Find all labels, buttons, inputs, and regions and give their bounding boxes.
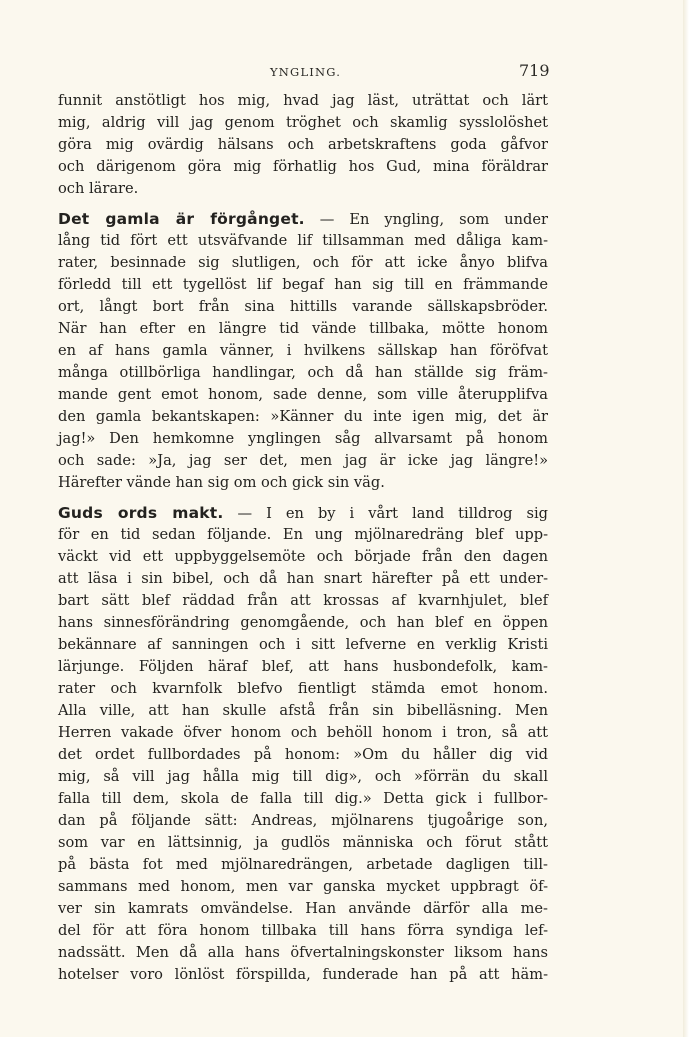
text-line: på bästa fot med mjölnaredrängen, arbetade dagligen till- xyxy=(58,856,548,873)
running-title: YNGLING. xyxy=(270,65,342,79)
text-line: och lärare. xyxy=(58,180,139,197)
text-line: som var en lättsinnig, ja gudlös människa och förut stått xyxy=(58,834,548,851)
text-line: dan på följande sätt: Andreas, mjölnarens tjugoårige son, xyxy=(58,812,548,829)
text-line: mande gent emot honom, sade denne, som ville återupplifva xyxy=(58,386,548,403)
text-line: funnit anstötligt hos mig, hvad jag läst, uträttat och lärt xyxy=(58,92,548,109)
section-heading: Guds ords makt. xyxy=(58,504,224,522)
text-line: och sade: »Ja, jag ser det, men jag är icke jag längre!» xyxy=(58,452,548,469)
text-line: många otillbörliga handlingar, och då han ställde sig främ- xyxy=(58,364,548,381)
text-line: göra mig ovärdig hälsans och arbetskraftens goda gåfvor xyxy=(58,136,548,153)
text-line: lärjunge. Följden häraf blef, att hans husbondefolk, kam- xyxy=(58,658,548,675)
text-line: rater, besinnade sig slutligen, och för att icke ånyo blifva xyxy=(58,254,548,271)
text-line: ver sin kamrats omvändelse. Han använde därför alla me- xyxy=(58,900,548,917)
text-line: Härefter vände han sig om och gick sin väg. xyxy=(58,474,385,491)
text-line: väckt vid ett uppbyggelsemöte och började från den dagen xyxy=(58,548,548,565)
text-line: den gamla bekantskapen: »Känner du inte igen mig, det är xyxy=(58,408,548,425)
section-heading: Det gamla är förgånget. xyxy=(58,210,305,228)
text-line: rater och kvarnfolk blefvo fientligt stämda emot honom. xyxy=(58,680,548,697)
text-line: sammans med honom, men var ganska mycket uppbragt öf- xyxy=(58,878,548,895)
text-line: att läsa i sin bibel, och då han snart härefter på ett under- xyxy=(58,570,548,587)
text-line: bekännare af sanningen och i sitt lefverne en verklig Kristi xyxy=(58,636,548,653)
body-text xyxy=(58,90,548,986)
text-line: för en tid sedan följande. En ung mjölnaredräng blef upp- xyxy=(58,526,548,543)
text-line: När han efter en längre tid vände tillbaka, mötte honom xyxy=(58,320,548,337)
running-head xyxy=(0,61,689,81)
text-line: falla till dem, skola de falla till dig.» Detta gick i fullbor- xyxy=(58,790,548,807)
text-line: hotelser voro lönlöst förspillda, funderade han på att häm- xyxy=(58,966,548,983)
text-line: lång tid fört ett utsväfvande lif tillsamman med dåliga kam- xyxy=(58,232,548,249)
section-first-line xyxy=(58,502,548,524)
text-line: det ordet fullbordades på honom: »Om du håller dig vid xyxy=(58,746,548,763)
text-line: hans sinnesförändring genomgående, och han blef en öppen xyxy=(58,614,548,631)
text-line: Herren vakade öfver honom och behöll honom i tron, så att xyxy=(58,724,548,741)
text-run: — I en by i vårt land tilldrog sig xyxy=(237,505,549,522)
text-line: en af hans gamla vänner, i hvilkens sällskap han föröfvat xyxy=(58,342,548,359)
text-line: mig, aldrig vill jag genom tröghet och skamlig sysslolöshet xyxy=(58,114,548,131)
text-line: förledd till ett tygellöst lif begaf han sig till en främmande xyxy=(58,276,548,293)
page-number: 719 xyxy=(519,61,550,80)
text-line: nadssätt. Men då alla hans öfvertalningskonster liksom hans xyxy=(58,944,548,961)
text-line: och därigenom göra mig förhatlig hos Gud, mina föräldrar xyxy=(58,158,548,175)
text-line: jag!» Den hemkomne ynglingen såg allvarsamt på honom xyxy=(58,430,548,447)
text-line: Alla ville, att han skulle afstå från sin bibelläsning. Men xyxy=(58,702,548,719)
text-line: ort, långt bort från sina hittills varande sällskapsbröder. xyxy=(58,298,548,315)
text-line: mig, så vill jag hålla mig till dig», och »förrän du skall xyxy=(58,768,548,785)
section-first-line xyxy=(58,208,548,230)
text-run: — En yngling, som under xyxy=(319,211,548,228)
text-line: del för att föra honom tillbaka till hans förra syndiga lef- xyxy=(58,922,548,939)
text-line: bart sätt blef räddad från att krossas af kvarnhjulet, blef xyxy=(58,592,548,609)
